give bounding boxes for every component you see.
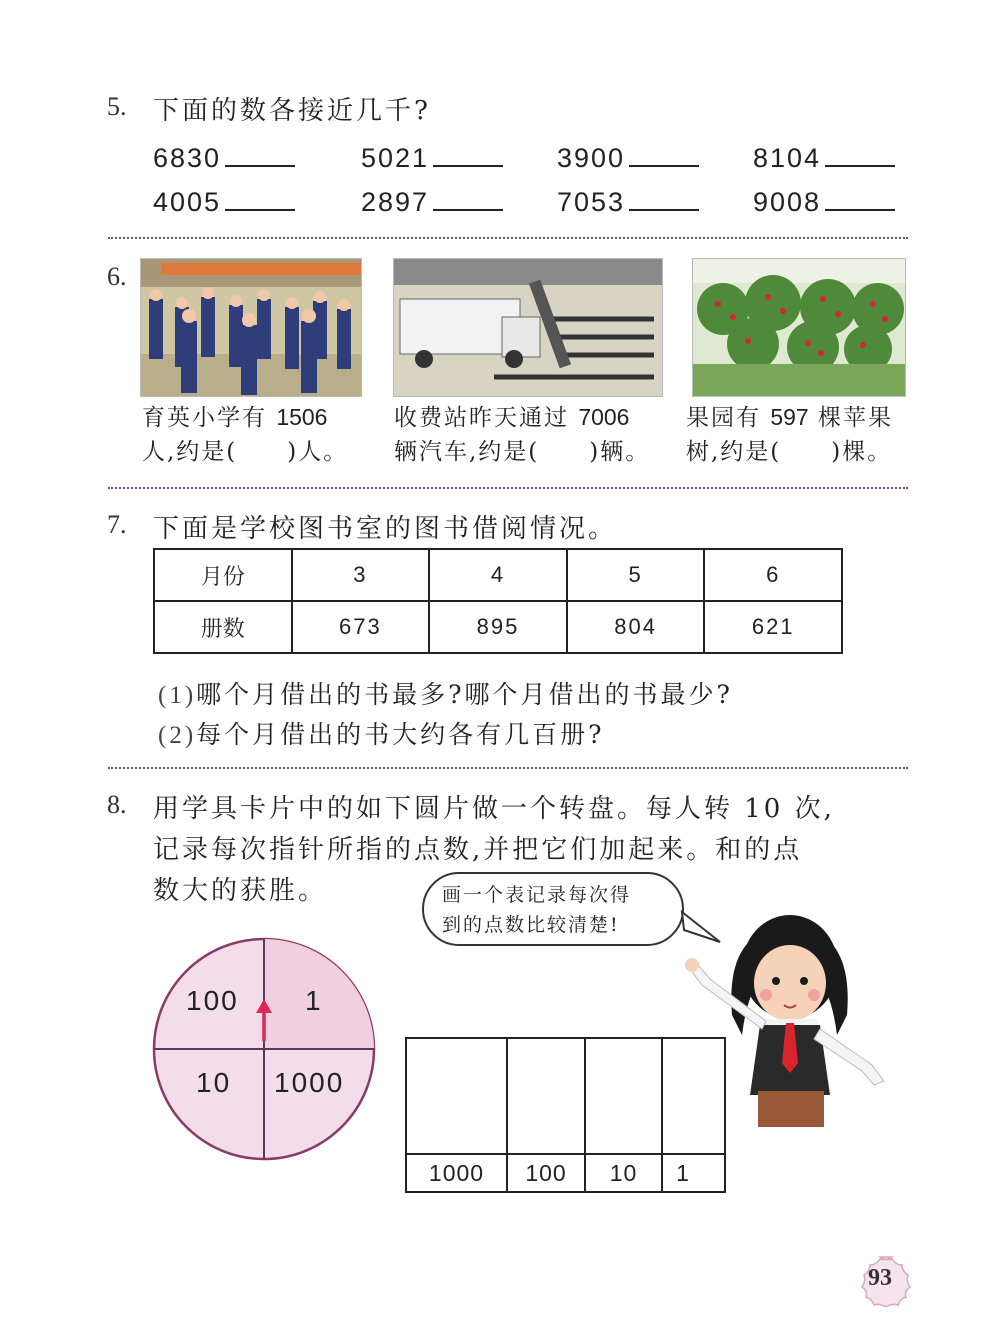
part-label: (1) [158,682,197,709]
apple-orchard-illustration [692,258,906,397]
q5-item [753,187,895,218]
toll-station-illustration [393,258,663,397]
q5-value: 5021 [361,143,430,173]
q5-item [361,143,503,174]
q5-value: 8104 [753,143,822,173]
q5-value: 7053 [557,187,626,217]
tally-label: 100 [525,1160,567,1186]
q5-item [557,187,699,218]
section-divider [108,487,908,489]
spinner-label: 1 [305,985,323,1016]
answer-blank[interactable] [225,145,295,167]
bubble-text: 到的点数比较清楚! [442,914,620,936]
table-row [154,549,842,601]
speech-bubble [422,872,684,946]
question-8-line-1: 用学具卡片中的如下圆片做一个转盘。每人转 10 次, [153,794,835,824]
library-borrowing-table [153,548,843,654]
part-label: (2) [158,722,197,749]
caption-number: 7006 [578,404,630,430]
caption-text: 果园有 [686,405,761,431]
month-cell: 5 [567,549,705,601]
q5-value: 6830 [153,143,222,173]
caption-students [142,400,372,469]
question-8-line-2: 记录每次指针所指的点数,并把它们加起来。和的点 [153,835,803,865]
q5-item [557,143,699,174]
caption-text: 树,约是( )棵。 [686,439,893,465]
caption-text: 育英小学有 [142,405,267,431]
q5-value: 4005 [153,187,222,217]
answer-blank[interactable] [225,189,295,211]
spinner-label: 100 [186,985,239,1016]
q5-item [753,143,895,174]
month-cell: 3 [292,549,430,601]
caption-text: 辆汽车,约是( )辆。 [394,439,651,465]
caption-orchard [686,400,926,469]
month-cell: 6 [704,549,842,601]
answer-blank[interactable] [629,189,699,211]
caption-text: 棵苹果 [818,405,893,431]
section-divider [108,237,908,239]
spinner-label: 1000 [274,1067,345,1098]
part-text: 哪个月借出的书最多?哪个月借出的书最少? [196,680,733,709]
q5-item [153,187,295,218]
section-divider [108,767,908,769]
part-text: 每个月借出的书大约各有几百册? [196,720,605,749]
tally-label: 1000 [428,1160,485,1186]
caption-text: 人,约是( )人。 [142,439,349,465]
answer-blank[interactable] [825,145,895,167]
q5-value: 3900 [557,143,626,173]
month-cell: 4 [429,549,567,601]
bubble-text: 画一个表记录每次得 [442,884,632,906]
q5-value: 9008 [753,187,822,217]
caption-toll-station [394,400,674,469]
row-header-month: 月份 [154,549,292,601]
books-cell: 895 [429,601,567,653]
question-8-line-3: 数大的获胜。 [153,876,328,906]
tally-label: 1 [676,1160,690,1186]
spinner-disc [150,935,380,1165]
question-7-number: 7. [107,510,127,539]
page-number: 93 [868,1265,892,1291]
answer-blank[interactable] [825,189,895,211]
spinner-label: 10 [196,1067,232,1098]
question-6-number: 6. [107,262,127,291]
girl-character-illustration [662,905,897,1140]
question-7-part-1 [158,675,733,711]
books-cell: 621 [704,601,842,653]
answer-blank[interactable] [629,145,699,167]
answer-blank[interactable] [433,189,503,211]
caption-number: 597 [770,404,809,430]
q5-item [153,143,295,174]
question-5-number: 5. [107,92,127,121]
question-5-prompt: 下面的数各接近几千? [153,96,431,126]
row-header-books: 册数 [154,601,292,653]
books-cell: 804 [567,601,705,653]
q5-item [361,187,503,218]
answer-blank[interactable] [433,145,503,167]
caption-text: 收费站昨天通过 [394,405,569,431]
q5-value: 2897 [361,187,430,217]
caption-number: 1506 [276,404,328,430]
students-exercise-illustration [140,258,362,397]
question-7-part-2 [158,715,605,751]
table-row [154,601,842,653]
question-8-number: 8. [107,790,127,819]
books-cell: 673 [292,601,430,653]
tally-label: 10 [609,1160,638,1186]
question-7-prompt: 下面是学校图书室的图书借阅情况。 [153,514,618,544]
